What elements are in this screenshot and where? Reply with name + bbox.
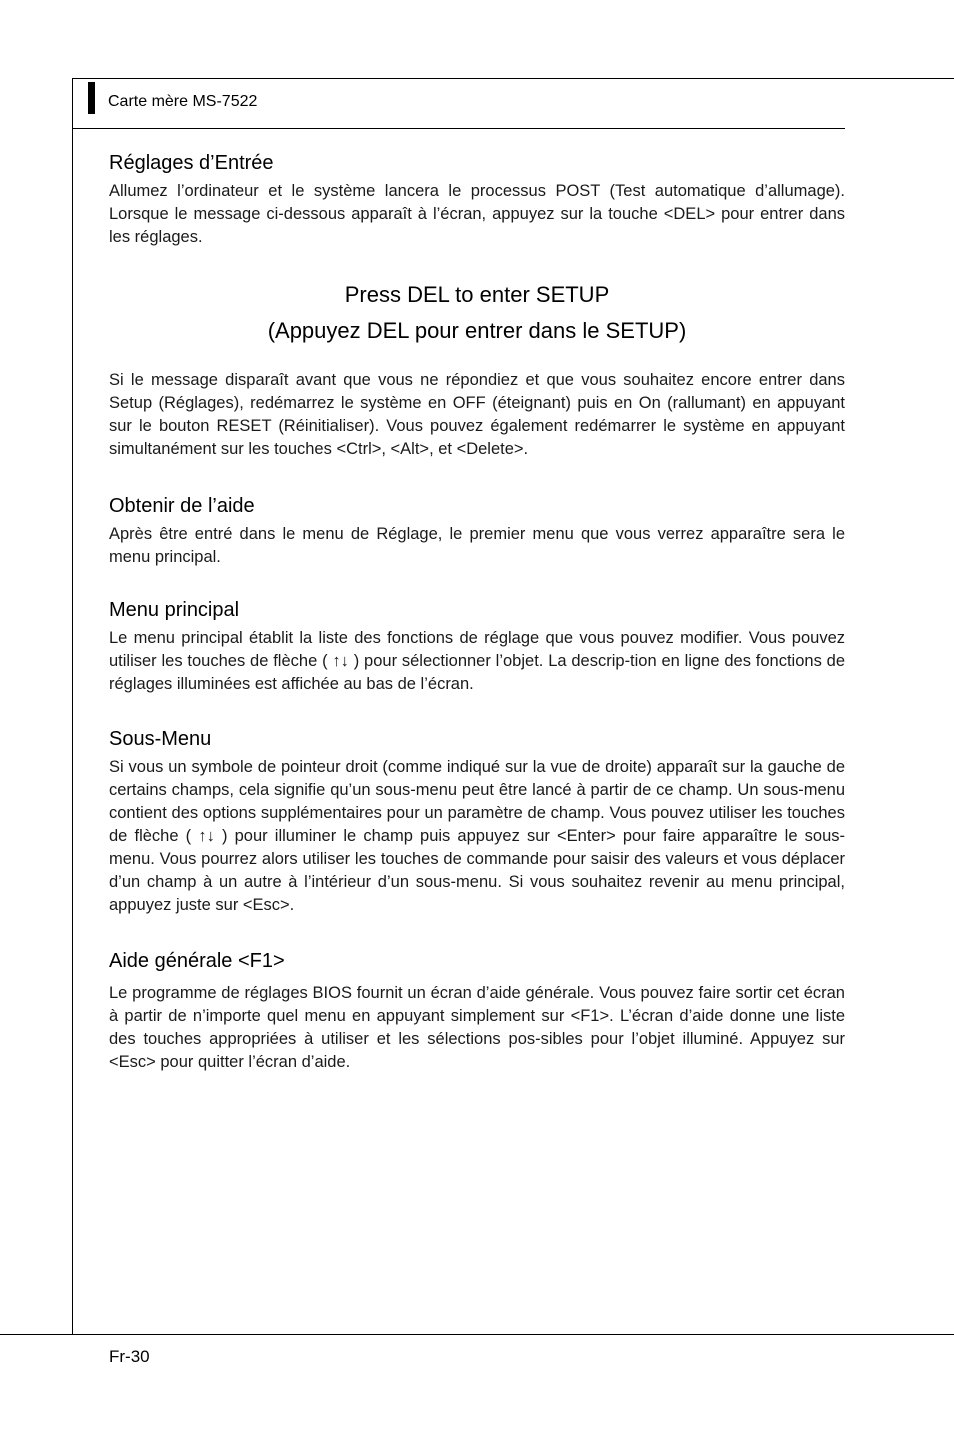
section-heading: Aide générale <F1>: [109, 950, 285, 972]
section-menu-principal: [109, 597, 845, 696]
page-content: [109, 150, 845, 1074]
page-frame-top-line: [72, 78, 954, 79]
section-reglages-entree: [109, 150, 845, 249]
header-marker-bar: [88, 82, 95, 114]
section-paragraph: Le programme de réglages BIOS fournit un écran d’aide générale. Vous pouvez faire sortir cet écran à partir de n’importe quel menu en appuyant simplement sur <F1>. L’écran d’aide donne une liste des touches appropriées à utiliser et les sélections pos-sibles pour l’objet illuminé. Appuyez sur <Esc> pour quitter l’écran d’aide.: [109, 984, 845, 1071]
section-after-message: [109, 369, 845, 461]
section-aide-generale: [109, 948, 845, 1074]
setup-message-line-1: Press DEL to enter SETUP: [344, 282, 610, 307]
section-paragraph: Après être entré dans le menu de Réglage, le premier menu que vous verrez apparaître sera le menu principal.: [109, 525, 845, 566]
section-heading: Obtenir de l’aide: [109, 495, 255, 517]
section-paragraph: Si vous un symbole de pointeur droit (comme indiqué sur la vue de droite) apparaît sur la gauche de certains champs, cela signifie qu’un sous-menu peut être lancé à partir de ce champ. Un sous-menu contient des options supplémentaires pour un paramètre de champ. Vous pouvez utiliser les touches de flèche ( ↑↓ ) pour illuminer le champ puis appuyez sur <Enter> pour faire apparaître le sous-menu. Vous pourrez alors utiliser les touches de commande pour saisir des valeurs et vous déplacer d’un champ à un autre à l’intérieur d’un sous-menu. Si vous souhaitez revenir au menu principal, appuyez juste sur <Esc>.: [109, 758, 845, 914]
header-title: Carte mère MS-7522: [108, 93, 258, 110]
section-heading: Réglages d’Entrée: [109, 152, 274, 174]
section-paragraph: Allumez l’ordinateur et le système lancera le processus POST (Test automatique d’allumage). Lorsque le message ci-dessous apparaît à l’écran, appuyez sur la touche <DEL> pour entrer dans les réglages.: [109, 182, 845, 246]
section-paragraph: Le menu principal établit la liste des fonctions de réglage que vous pouvez modifier. Vous pouvez utiliser les touches de flèche ( ↑↓ ) pour sélectionner l’objet. La descrip-tion en ligne des fonctions de réglages illuminées est affichée au bas de l’écran.: [109, 629, 845, 693]
section-heading: Menu principal: [109, 599, 240, 621]
setup-message: [109, 277, 845, 349]
page-frame-left-line: [72, 78, 73, 1334]
header-rule: [72, 128, 845, 129]
page-number: Fr-30: [109, 1347, 150, 1366]
section-heading: Sous-Menu: [109, 728, 212, 750]
page-frame-bottom-line: [0, 1334, 954, 1335]
section-paragraph: Si le message disparaît avant que vous ne répondiez et que vous souhaitez encore entrer dans Setup (Réglages), redémarrez le système en OFF (éteignant) puis en On (rallumant) en appuyant sur le bouton RESET (Réinitialiser). Vous pouvez également redémarrer le système en appuyant simultanément sur les touches <Ctrl>, <Alt>, et <Delete>.: [109, 371, 845, 458]
section-obtenir-aide: [109, 493, 845, 569]
setup-message-line-2: (Appuyez DEL pour entrer dans le SETUP): [267, 318, 687, 343]
section-sous-menu: [109, 726, 845, 917]
